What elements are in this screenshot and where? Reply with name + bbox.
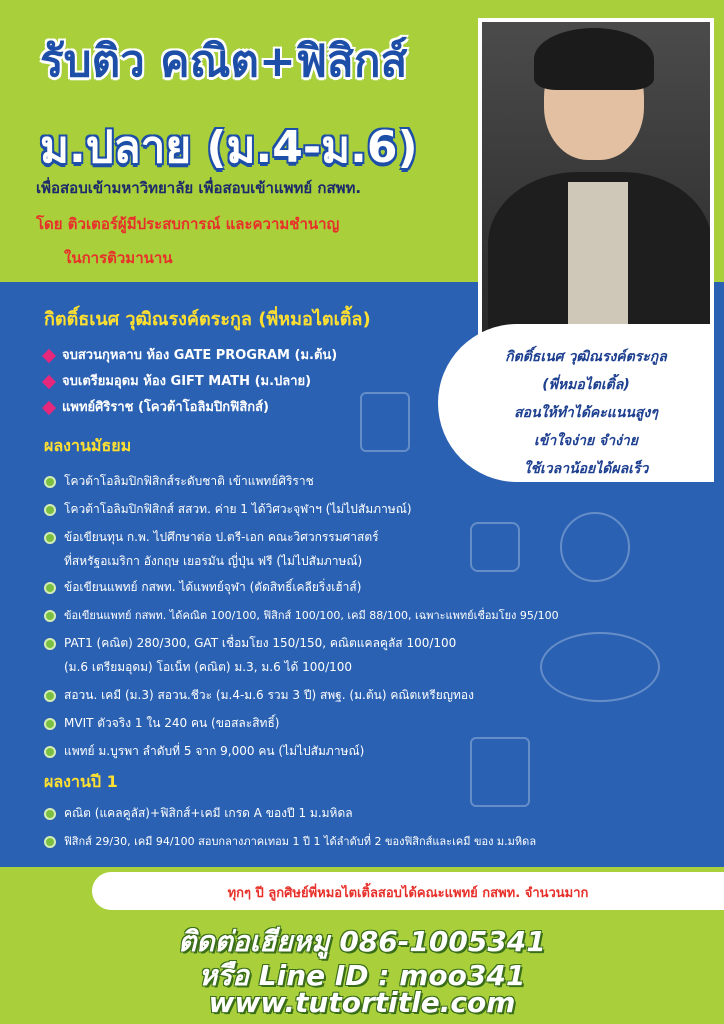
subtitle: เพื่อสอบเข้ามหาวิทยาลัย เพื่อสอบเข้าแพทย์ กสพท. [36,179,362,197]
achievement-text: ข้อเขียนทุน ก.พ. ไปศึกษาต่อ ป.ตรี-เอก คณะวิศวกรรมศาสตร์ [64,530,379,544]
bubble-line-5: ใช้เวลาน้อยได้ผลเร็ว [523,461,649,477]
calculator-doodle-icon [470,737,530,807]
education-text: จบสวนกุหลาบ ห้อง GATE PROGRAM (ม.ต้น) [62,348,338,363]
achievement-text: โควต้าโอลิมปิกฟิสิกส์ระดับชาติ เข้าแพทย์ศิริราช [64,474,314,488]
tagline-line-1: โดย ติวเตอร์ผู้มีประสบการณ์ และความชำนาญ [36,215,340,233]
achievement-item [44,832,536,850]
achievement-item [44,606,559,624]
bubble-line-4: เข้าใจง่าย จำง่าย [534,433,638,449]
education-item [44,344,337,365]
achievement-item [44,804,353,823]
section-heading-year1: ผลงานปี 1 [44,772,118,791]
shirt [568,182,628,336]
achievement-item [44,686,474,705]
achievement-text: ฟิสิกส์ 29/30, เคมี 94/100 สอบกลางภาคเทอม 1 ปี 1 ได้ลำดับที่ 2 ของฟิสิกส์และเคมี ของ ม.มหิดล [64,835,537,848]
achievement-text: ข้อเขียนแพทย์ กสพท. ได้คณิต 100/100, ฟิสิกส์ 100/100, เคมี 88/100, เฉพาะแพทย์เชื่อมโยง 95/100 [64,609,559,622]
achievement-text: แพทย์ ม.บูรพา ลำดับที่ 5 จาก 9,000 คน (ไม่ไปสัมภาษณ์) [64,744,365,758]
achievement-item [44,500,412,519]
tutor-name: กิตติ์ธเนศ วุฒิณรงค์ตระกูล (พี่หมอไตเติ้ล) [44,309,371,330]
diamond-bullet-icon [42,348,56,362]
achievement-continuation: ที่สหรัฐอเมริกา อังกฤษ เยอรมัน ญี่ปุ่น ฟรี (ไม่ไปสัมภาษณ์) [64,554,363,568]
circle-bullet-icon [44,610,56,622]
achievement-text: MVIT ตัวจริง 1 ใน 240 คน (ขอสละสิทธิ์) [64,716,280,730]
circle-bullet-icon [44,808,56,820]
bubble-line-1: กิตติ์ธเนศ วุฒิณรงค์ตระกูล [505,349,667,365]
education-item [44,396,269,417]
achievement-item [44,578,361,597]
section-heading-highschool: ผลงานมัธยม [44,436,132,455]
results-banner-text: ทุกๆ ปี ลูกศิษย์พี่หมอไตเติ้ลสอบได้คณะแพทย์ กสพท. จำนวนมาก [227,886,589,901]
bubble-line-2: (พี่หมอไตเติ้ล) [542,377,630,393]
title-line-1: รับติว คณิต+ฟิสิกส์ [40,36,408,87]
achievement-text: คณิต (แคลคูลัส)+ฟิสิกส์+เคมี เกรด A ของปี 1 ม.มหิดล [64,806,353,820]
achievement-item [44,714,279,733]
achievement-text: สอวน. เคมี (ม.3) สอวน.ชีวะ (ม.4-ม.6 รวม 3 ปี) สพฐ. (ม.ต้น) คณิตเหรียญทอง [64,688,474,702]
achievement-text: ข้อเขียนแพทย์ กสพท. ได้แพทย์จุฬา (ตัดสิทธิ์เคลียริ่งเฮ้าส์) [64,580,362,594]
achievement-continuation: (ม.6 เตรียมอุดม) โอเน็ท (คณิต) ม.3, ม.6 ได้ 100/100 [64,660,353,674]
tutor-photo [478,18,714,336]
circle-bullet-icon [44,718,56,730]
achievement-item [44,742,364,761]
circle-bullet-icon [44,504,56,516]
circle-bullet-icon [44,476,56,488]
circle-bullet-icon [44,638,56,650]
planet-doodle-icon [540,632,660,702]
achievement-text: โควต้าโอลิมปิกฟิสิกส์ สสวท. ค่าย 1 ได้วิศวะจุฬาฯ (ไม่ไปสัมภาษณ์) [64,502,412,516]
diamond-bullet-icon [42,374,56,388]
achievement-text: PAT1 (คณิต) 280/300, GAT เชื่อมโยง 150/150, คณิตแคลคูลัส 100/100 [64,636,457,650]
hair [534,28,654,90]
achievement-item [44,528,379,547]
calculator-doodle-icon-2 [360,392,410,452]
achievement-item [44,472,314,491]
title-line-2: ม.ปลาย (ม.4-ม.6) [40,122,418,173]
tagline-line-2: ในการติวมานาน [64,249,173,267]
achievement-item [44,634,456,653]
circle-bullet-icon [44,746,56,758]
bubble-line-3: สอนให้ทำได้คะแนนสูงๆ [514,405,658,421]
globe-doodle-icon [560,512,630,582]
circle-bullet-icon [44,690,56,702]
website: www.tutortitle.com [208,986,516,1019]
education-text: แพทย์ศิริราช (โควต้าโอลิมปิกฟิสิกส์) [62,400,269,415]
contact-line-id: หรือ Line ID : moo341 [198,959,526,992]
education-item [44,370,311,391]
education-text: จบเตรียมอุดม ห้อง GIFT MATH (ม.ปลาย) [62,374,312,389]
circle-bullet-icon [44,582,56,594]
diamond-bullet-icon [42,400,56,414]
flask-doodle-icon [470,522,520,572]
circle-bullet-icon [44,836,56,848]
circle-bullet-icon [44,532,56,544]
contact-phone: ติดต่อเฮียหมู 086-1005341 [178,925,546,958]
